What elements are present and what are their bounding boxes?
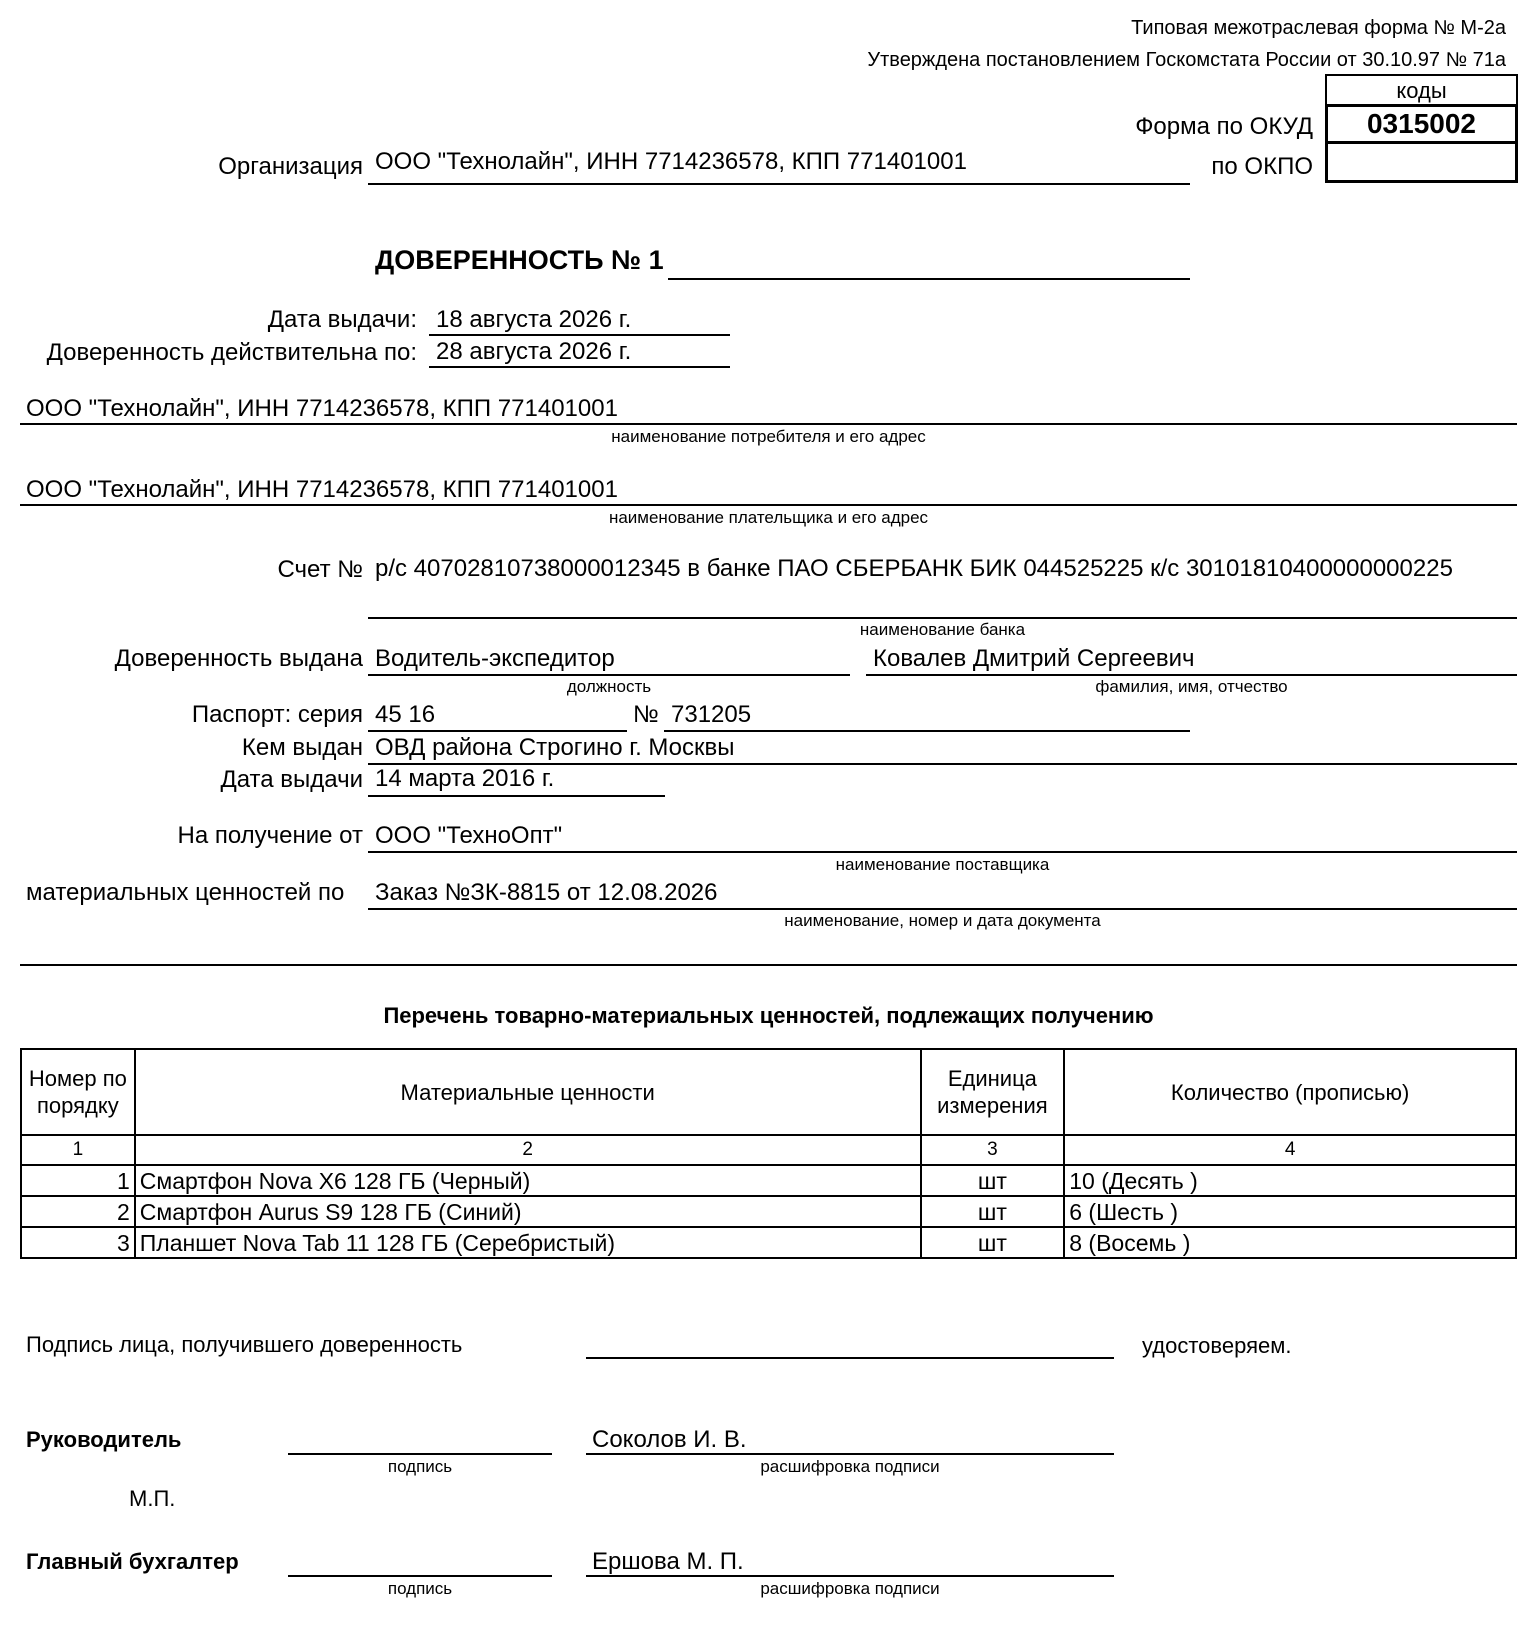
document-basis-label: материальных ценностей по xyxy=(26,879,345,906)
issued-to-label: Доверенность выдана xyxy=(114,645,363,672)
header-quantity: Количество (прописью) xyxy=(1064,1049,1516,1135)
head-decode-caption: расшифровка подписи xyxy=(760,1457,940,1476)
passport-number-value: 731205 xyxy=(671,701,752,728)
form-type: Типовая межотраслевая форма № М-2а xyxy=(1131,17,1506,39)
col-number: 4 xyxy=(1064,1135,1516,1165)
supplier-label: На получение от xyxy=(177,822,363,849)
passport-number-line xyxy=(664,730,1190,732)
payer-caption: наименование плательщика и его адрес xyxy=(608,508,929,527)
document-basis-line xyxy=(368,908,1517,910)
row-number: 1 xyxy=(21,1165,135,1196)
head-decode-line xyxy=(586,1453,1114,1455)
accountant-decode-caption: расшифровка подписи xyxy=(760,1579,940,1598)
accountant-label: Главный бухгалтер xyxy=(26,1549,239,1574)
head-label: Руководитель xyxy=(26,1427,182,1452)
header-unit: Единица измерения xyxy=(921,1049,1065,1135)
bank-caption: наименование банка xyxy=(859,620,1026,639)
okud-label: Форма по ОКУД xyxy=(1135,113,1313,140)
header-number: Номер по порядку xyxy=(21,1049,135,1135)
organization-value: ООО "Технолайн", ИНН 7714236578, КПП 771401001 xyxy=(375,148,967,175)
title-number-line xyxy=(668,278,1190,280)
row-quantity: 6 (Шесть ) xyxy=(1064,1196,1516,1227)
document-number: 1 xyxy=(648,245,664,275)
row-item-name: Планшет Nova Tab 11 128 ГБ (Серебристый) xyxy=(135,1227,921,1258)
position-value: Водитель-экспедитор xyxy=(375,645,615,672)
col-number: 3 xyxy=(921,1135,1065,1165)
passport-date-value: 14 марта 2016 г. xyxy=(375,765,555,792)
okud-code: 0315002 xyxy=(1325,104,1518,144)
row-unit: шт xyxy=(921,1165,1065,1196)
passport-series-line xyxy=(368,730,627,732)
valid-date-value: 28 августа 2026 г. xyxy=(436,338,632,365)
passport-number-label: № xyxy=(633,701,659,728)
full-name-line xyxy=(866,674,1517,676)
approval-note: Утверждена постановлением Госкомстата России от 30.10.97 № 71а xyxy=(867,49,1506,71)
head-signature-line xyxy=(288,1453,552,1455)
issued-by-label: Кем выдан xyxy=(241,734,363,761)
document-title xyxy=(375,244,664,276)
position-line xyxy=(368,674,850,676)
table-header-row xyxy=(21,1049,1516,1135)
row-number: 3 xyxy=(21,1227,135,1258)
table-row xyxy=(21,1165,1516,1196)
position-caption: должность xyxy=(566,677,652,696)
passport-series-label: Паспорт: серия xyxy=(191,701,363,728)
table-row xyxy=(21,1227,1516,1258)
row-item-name: Смартфон Nova X6 128 ГБ (Черный) xyxy=(135,1165,921,1196)
document-basis-value: Заказ №ЗК-8815 от 12.08.2026 xyxy=(375,879,718,906)
valid-date-line xyxy=(429,366,730,368)
header-items: Материальные ценности xyxy=(135,1049,921,1135)
table-row xyxy=(21,1196,1516,1227)
items-table xyxy=(20,1048,1517,1259)
organization-label: Организация xyxy=(218,153,363,180)
codes-label: коды xyxy=(1325,74,1518,106)
supplier-line xyxy=(368,851,1517,853)
col-number: 2 xyxy=(135,1135,921,1165)
holder-signature-label: Подпись лица, получившего доверенность xyxy=(26,1332,463,1357)
row-quantity: 10 (Десять ) xyxy=(1064,1165,1516,1196)
row-number: 2 xyxy=(21,1196,135,1227)
account-label: Счет № xyxy=(277,556,363,583)
issue-date-label: Дата выдачи: xyxy=(267,306,417,333)
stamp-place: М.П. xyxy=(129,1486,176,1511)
certify-text: удостоверяем. xyxy=(1142,1333,1292,1358)
document-title-text: ДОВЕРЕННОСТЬ № xyxy=(375,245,642,275)
col-number: 1 xyxy=(21,1135,135,1165)
full-name-value: Ковалев Дмитрий Сергеевич xyxy=(873,645,1195,672)
passport-date-label: Дата выдачи xyxy=(220,766,363,793)
codes-box xyxy=(1325,74,1518,186)
row-unit: шт xyxy=(921,1196,1065,1227)
document-basis-caption: наименование, номер и дата документа xyxy=(784,911,1101,930)
row-unit: шт xyxy=(921,1227,1065,1258)
separator-line xyxy=(20,964,1517,966)
accountant-signature-caption: подпись xyxy=(387,1579,453,1598)
table-title: Перечень товарно-материальных ценностей, подлежащих получению xyxy=(383,1003,1154,1028)
passport-series-value: 45 16 xyxy=(375,701,436,728)
okpo-label: по ОКПО xyxy=(1211,153,1313,180)
holder-signature-line xyxy=(586,1357,1114,1359)
row-item-name: Смартфон Aurus S9 128 ГБ (Синий) xyxy=(135,1196,921,1227)
issue-date-value: 18 августа 2026 г. xyxy=(436,306,632,333)
supplier-caption: наименование поставщика xyxy=(835,855,1050,874)
payer-value: ООО "Технолайн", ИНН 7714236578, КПП 771401001 xyxy=(26,476,618,503)
payer-line xyxy=(20,504,1517,506)
accountant-name: Ершова М. П. xyxy=(592,1548,744,1575)
column-numbers-row xyxy=(21,1135,1516,1165)
row-quantity: 8 (Восемь ) xyxy=(1064,1227,1516,1258)
accountant-signature-line xyxy=(288,1575,552,1577)
head-signature-caption: подпись xyxy=(387,1457,453,1476)
account-value: р/с 40702810738000012345 в банке ПАО СБЕРБАНК БИК 044525225 к/с 30101810400000000225 xyxy=(375,555,1453,582)
consumer-value: ООО "Технолайн", ИНН 7714236578, КПП 771401001 xyxy=(26,395,618,422)
valid-date-label: Доверенность действительна по: xyxy=(46,339,417,366)
full-name-caption: фамилия, имя, отчество xyxy=(1095,677,1288,696)
consumer-caption: наименование потребителя и его адрес xyxy=(611,427,926,446)
organization-line xyxy=(368,183,1190,185)
consumer-line xyxy=(20,423,1517,425)
accountant-decode-line xyxy=(586,1575,1114,1577)
issued-by-value: ОВД района Строгино г. Москвы xyxy=(375,734,735,761)
okpo-code xyxy=(1325,144,1518,183)
passport-date-line xyxy=(368,795,665,797)
bank-line xyxy=(368,617,1517,619)
supplier-value: ООО "ТехноОпт" xyxy=(375,822,563,849)
head-name: Соколов И. В. xyxy=(592,1426,747,1453)
issue-date-line xyxy=(429,334,730,336)
